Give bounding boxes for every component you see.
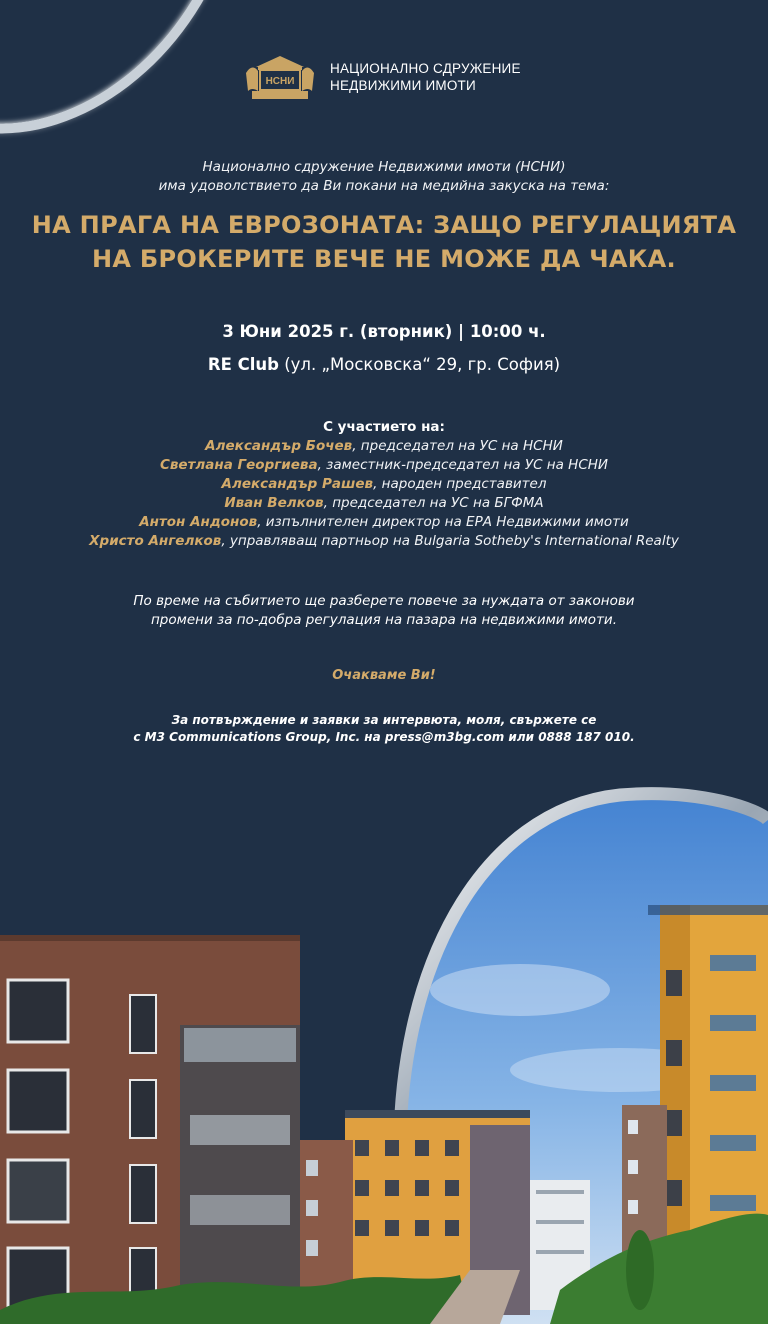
- description-line2: промени за по-добра регулация на пазара на недвижими имоти.: [150, 612, 617, 628]
- org-name-line1: НАЦИОНАЛНО СДРУЖЕНИЕ: [330, 61, 521, 76]
- participant-role: , председател на УС на НСНИ: [352, 438, 563, 454]
- contact-info: [0, 712, 768, 746]
- buildings-illustration: [0, 770, 768, 1324]
- intro-line1: Национално сдружение Недвижими имоти (НСНИ): [202, 159, 566, 175]
- event-description: [0, 592, 768, 630]
- participant-row: [0, 456, 768, 475]
- participant-name: Христо Ангелков: [89, 533, 222, 549]
- contact-line2: с M3 Communications Group, Inc. на press@m3bg.com или 0888 187 010.: [133, 730, 635, 744]
- participant-role: , управляващ партньор на Bulgaria Sotheby's International Realty: [221, 533, 679, 549]
- participant-role: , народен представител: [373, 476, 547, 492]
- title-line1: НА ПРАГА НА ЕВРОЗОНАТА: ЗАЩО РЕГУЛАЦИЯТА: [31, 211, 737, 239]
- participant-row: [0, 513, 768, 532]
- participant-row: [0, 475, 768, 494]
- logo-letters: НСНИ: [265, 76, 295, 87]
- intro-text: [0, 158, 768, 196]
- org-name: [330, 60, 521, 94]
- participant-role: , председател на УС на БГФМА: [323, 495, 544, 511]
- event-datetime: 3 Юни 2025 г. (вторник) | 10:00 ч.: [222, 322, 546, 341]
- nsni-logo: [242, 53, 318, 103]
- closing-text: Очакваме Ви!: [332, 668, 436, 683]
- venue-address: (ул. „Московска“ 29, гр. София): [278, 355, 561, 374]
- participant-name: Александър Бочев: [205, 438, 353, 454]
- event-title: [0, 208, 768, 276]
- participant-name: Иван Велков: [224, 495, 324, 511]
- org-name-line2: НЕДВИЖИМИ ИМОТИ: [330, 78, 476, 93]
- participants: [0, 418, 768, 551]
- participant-row: [0, 532, 768, 551]
- participant-role: , заместник-председател на УС на НСНИ: [317, 457, 609, 473]
- participants-heading: С участието на:: [323, 419, 445, 435]
- description-line1: По време на събитието ще разберете повече за нуждата от законови: [133, 593, 635, 609]
- participant-name: Александър Рашев: [221, 476, 374, 492]
- participant-name: Светлана Георгиева: [159, 457, 318, 473]
- building-brick-left: [0, 935, 300, 1324]
- participant-name: Антон Андонов: [139, 514, 258, 530]
- participant-role: , изпълнителен директор на ЕРА Недвижими имоти: [257, 514, 629, 530]
- participant-row: [0, 437, 768, 456]
- event-venue: [0, 355, 768, 374]
- title-line2: НА БРОКЕРИТЕ ВЕЧЕ НЕ МОЖЕ ДА ЧАКА.: [92, 245, 676, 273]
- venue-name: RE Club: [207, 355, 279, 374]
- contact-line1: За потвърждение и заявки за интервюта, моля, свържете се: [171, 713, 597, 727]
- intro-line2: има удоволствието да Ви покани на медийна закуска на тема:: [158, 178, 610, 194]
- participant-row: [0, 494, 768, 513]
